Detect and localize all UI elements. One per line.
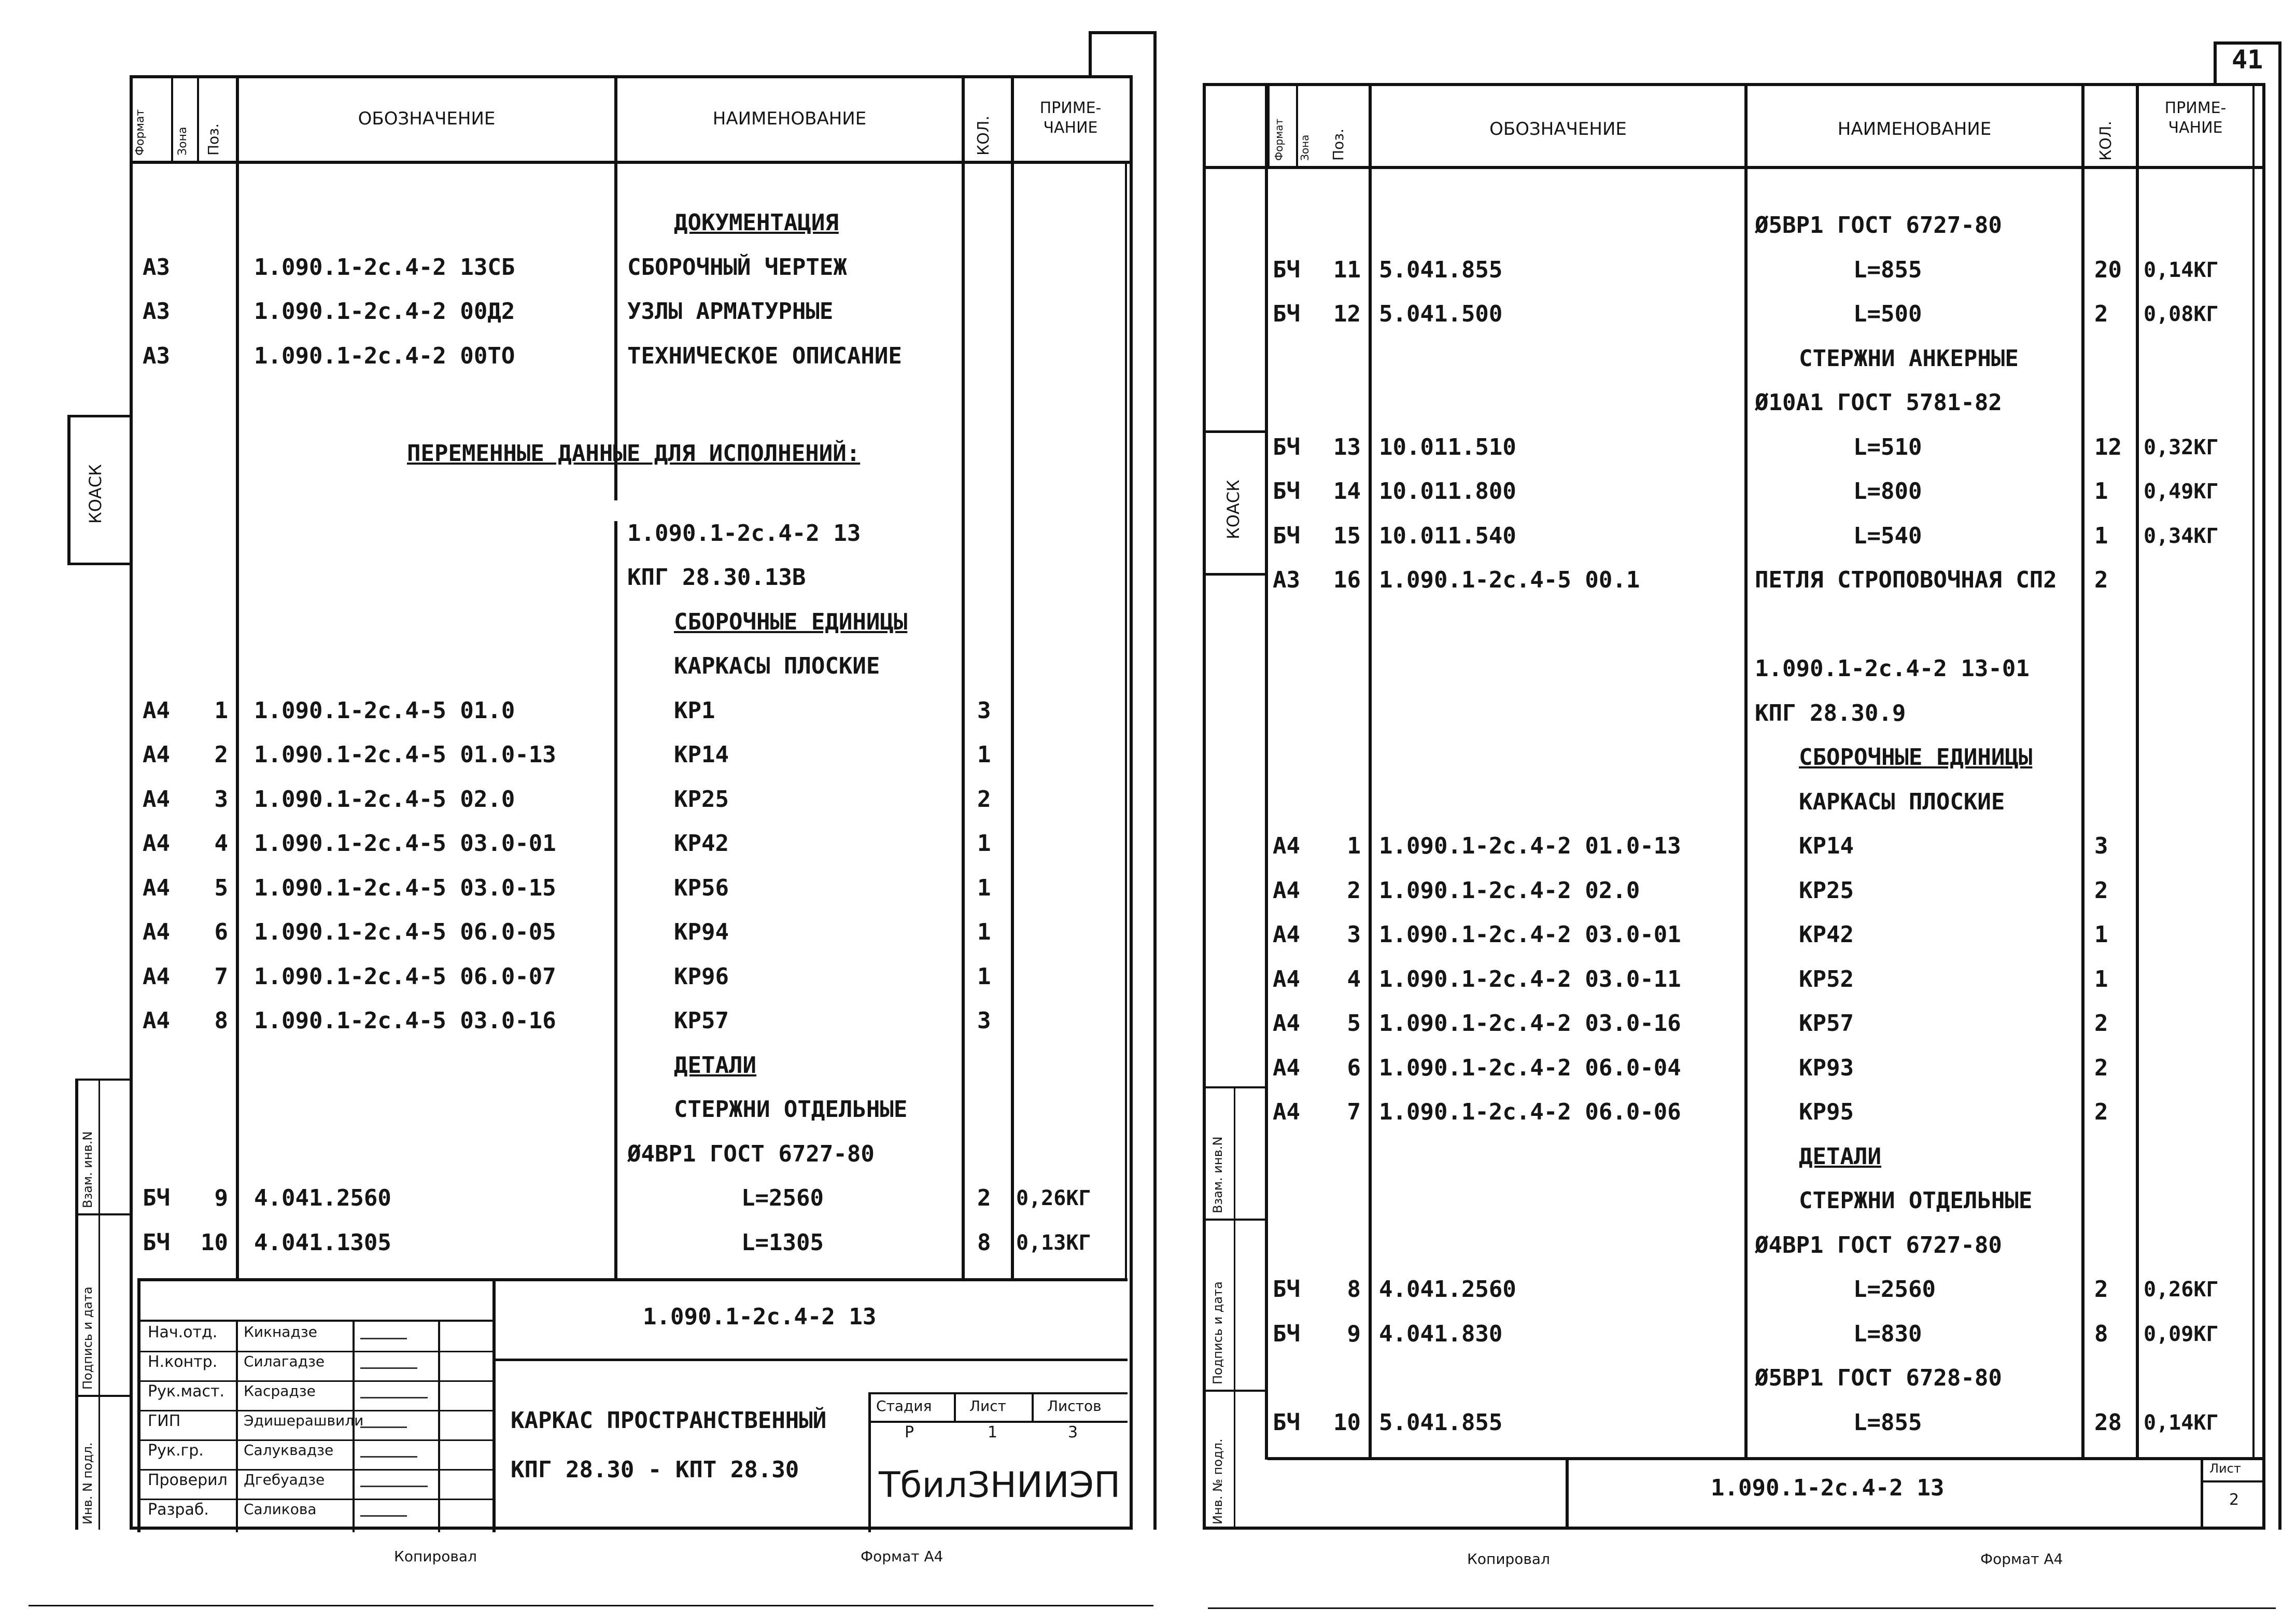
right-hdr-pos: Поз.: [1330, 129, 1347, 161]
signature-mark: [360, 1367, 417, 1369]
row-quantity: 2: [2094, 567, 2108, 593]
row-name: Ø4ВР1 ГОСТ 6727-80: [627, 1140, 875, 1167]
left-hdr-zone: Зона: [176, 127, 189, 156]
right-hdr-note: ПРИМЕ- ЧАНИЕ: [2164, 99, 2227, 137]
row-quantity: 2: [2094, 1010, 2108, 1037]
row-name: КР57: [674, 1008, 729, 1034]
row-name: СБОРОЧНЫЙ ЧЕРТЕЖ: [627, 254, 847, 281]
stamp-role: Проверил: [148, 1471, 228, 1489]
row-note: 0,26КГ: [1016, 1186, 1091, 1210]
row-designation: 10.011.510: [1379, 433, 1516, 460]
row-designation: 1.090.1-2с.4-2 13СБ: [254, 254, 515, 281]
row-name: КР57: [1799, 1010, 1854, 1037]
row-name: СТЕРЖНИ ОТДЕЛЬНЫЕ: [674, 1096, 908, 1123]
row-note: 0,09КГ: [2144, 1322, 2219, 1346]
right-stamp-top: [1267, 1457, 2265, 1460]
right-hdr-designation: ОБОЗНАЧЕНИЕ: [1489, 119, 1627, 139]
row-note: 0,32КГ: [2144, 435, 2219, 459]
left-fold-line: [1153, 31, 1157, 1530]
stamp-name: Саликова: [244, 1501, 317, 1518]
row-designation: 1.090.1-2с.4-5 03.0-01: [254, 830, 556, 857]
row-designation: 4.041.2560: [1379, 1276, 1516, 1303]
right-stamp-sheet-row: [2201, 1480, 2265, 1482]
row-designation: 1.090.1-2с.4-2 02.0: [1379, 877, 1640, 904]
signature-mark: [360, 1397, 428, 1398]
row-designation: 1.090.1-2с.4-5 06.0-05: [254, 919, 556, 945]
stamp-name: Касрадзе: [244, 1382, 316, 1400]
right-page-number: 41: [2232, 45, 2263, 75]
left-col-des-name-b: [614, 521, 617, 1281]
left-footer-copied: Копировал: [394, 1548, 477, 1565]
row-name: КР42: [674, 830, 729, 857]
row-position: 8: [1347, 1276, 1361, 1303]
right-stamp-div: [1566, 1457, 1569, 1530]
row-quantity: 3: [977, 1008, 991, 1034]
row-name: 1.090.1-2с.4-2 13-01: [1755, 655, 2030, 682]
row-designation: 1.090.1-2с.4-2 03.0-01: [1379, 921, 1681, 948]
stamp-role: Нач.отд.: [148, 1323, 218, 1341]
row-position: 10: [201, 1229, 228, 1256]
row-designation: 1.090.1-2с.4-5 03.0-16: [254, 1008, 556, 1034]
row-designation: 1.090.1-2с.4-2 06.0-06: [1379, 1099, 1681, 1125]
left-stamp-doc-code: 1.090.1-2с.4-2 13: [643, 1304, 877, 1330]
row-name: Ø4ВР1 ГОСТ 6727-80: [1755, 1232, 2002, 1258]
row-format: БЧ: [1273, 256, 1300, 283]
left-stamp-stage-left: [868, 1392, 871, 1532]
right-stamp-sheet-left: [2201, 1457, 2203, 1530]
row-position: 1: [214, 697, 228, 724]
row-designation: 1.090.1-2с.4-2 06.0-04: [1379, 1054, 1681, 1081]
left-stamp-stage-label: Стадия: [876, 1397, 932, 1415]
left-stamp-title-1: КАРКАС ПРОСТРАНСТВЕННЫЙ: [511, 1407, 827, 1434]
row-quantity: 8: [977, 1229, 991, 1256]
right-margin-podpis: Подпись и дата: [1210, 1281, 1225, 1384]
row-name: КР93: [1799, 1054, 1854, 1081]
row-name: КР25: [1799, 877, 1854, 904]
row-format: БЧ: [1273, 478, 1300, 505]
row-format: БЧ: [1273, 433, 1300, 460]
right-hdr-name: НАИМЕНОВАНИЕ: [1837, 119, 1992, 139]
row-quantity: 20: [2094, 256, 2122, 283]
section-heading: ДОКУМЕНТАЦИЯ: [674, 209, 839, 236]
signature-mark: [360, 1426, 407, 1428]
row-name: ПЕТЛЯ СТРОПОВОЧНАЯ СП2: [1755, 567, 2057, 593]
row-quantity: 1: [2094, 522, 2108, 549]
left-col-des-name-a: [614, 75, 617, 500]
row-quantity: 1: [977, 963, 991, 990]
left-hdr-format: Формат: [134, 109, 147, 156]
row-name: L=540: [1853, 522, 1922, 549]
row-format: А4: [143, 697, 170, 724]
row-format: А4: [1273, 921, 1300, 948]
row-quantity: 2: [2094, 1099, 2108, 1125]
row-designation: 5.041.500: [1379, 301, 1503, 327]
row-position: 15: [1333, 522, 1361, 549]
left-variable-data-heading: ПЕРЕМЕННЫЕ ДАННЫЕ ДЛЯ ИСПОЛНЕНИЙ:: [407, 440, 861, 467]
row-quantity: 3: [2094, 833, 2108, 859]
row-name: Ø5ВР1 ГОСТ 6728-80: [1755, 1365, 2002, 1391]
signature-mark: [360, 1456, 417, 1458]
left-hdr-name: НАИМЕНОВАНИЕ: [712, 108, 867, 129]
section-heading: ДЕТАЛИ: [674, 1052, 756, 1079]
row-designation: 1.090.1-2с.4-5 03.0-15: [254, 874, 556, 901]
row-designation: 4.041.1305: [254, 1229, 391, 1256]
stamp-name: Эдишерашвили: [244, 1412, 364, 1429]
left-stamp-stage-div2: [1032, 1392, 1034, 1421]
row-name: СТЕРЖНИ АНКЕРНЫЕ: [1799, 345, 2019, 372]
row-name: УЗЛЫ АРМАТУРНЫЕ: [627, 298, 834, 325]
right-outer-edge: [2278, 41, 2281, 1530]
stamp-name: Силагадзе: [244, 1353, 325, 1370]
row-note: 0,49КГ: [2144, 480, 2219, 503]
row-name: L=855: [1853, 256, 1922, 283]
row-quantity: 8: [2094, 1320, 2108, 1347]
left-margin-inner: [98, 1079, 100, 1530]
left-margin-strip: [75, 1079, 78, 1530]
row-format: А4: [143, 874, 170, 901]
row-position: 4: [1347, 966, 1361, 992]
row-position: 9: [1347, 1320, 1361, 1347]
left-header-bottom: [130, 161, 1133, 164]
right-col-name-qty: [2081, 83, 2084, 1460]
row-quantity: 1: [977, 741, 991, 768]
stamp-row-line: [140, 1469, 495, 1471]
row-quantity: 1: [2094, 921, 2108, 948]
row-name: КР14: [674, 741, 729, 768]
row-note: 0,08КГ: [2144, 302, 2219, 326]
right-col-format: [1265, 83, 1268, 1460]
row-name: КР94: [674, 919, 729, 945]
right-hdr-zone: Зона: [1299, 134, 1311, 161]
row-position: 5: [214, 874, 228, 901]
row-position: 16: [1333, 567, 1361, 593]
row-designation: 10.011.540: [1379, 522, 1516, 549]
stamp-role: Разраб.: [148, 1501, 209, 1519]
stamp-name: Салуквадзе: [244, 1442, 334, 1459]
row-format: БЧ: [1273, 522, 1300, 549]
row-designation: 1.090.1-2с.4-5 06.0-07: [254, 963, 556, 990]
row-format: БЧ: [1273, 301, 1300, 327]
left-stamp-title-2: КПГ 28.30 - КПТ 28.30: [511, 1457, 799, 1483]
row-format: А4: [143, 830, 170, 857]
stamp-row-line: [140, 1351, 495, 1352]
row-name: L=2560: [741, 1185, 824, 1211]
row-name: КР52: [1799, 966, 1854, 992]
row-format: А3: [143, 254, 170, 281]
row-name: КР1: [674, 697, 715, 724]
row-name: L=855: [1853, 1409, 1922, 1436]
row-designation: 4.041.830: [1379, 1320, 1503, 1347]
row-name: L=1305: [741, 1229, 824, 1256]
row-position: 4: [214, 830, 228, 857]
row-format: А4: [143, 963, 170, 990]
left-koask-label: КОАСК: [86, 464, 105, 524]
row-position: 9: [214, 1185, 228, 1211]
row-quantity: 12: [2094, 433, 2122, 460]
row-format: А3: [1273, 567, 1300, 593]
row-position: 3: [1347, 921, 1361, 948]
left-col-zone-pos: [197, 75, 199, 163]
row-position: 14: [1333, 478, 1361, 505]
row-position: 7: [214, 963, 228, 990]
left-stamp-stage-row: [868, 1392, 1128, 1394]
row-position: 6: [1347, 1054, 1361, 1081]
right-bottom-edge: [1208, 1607, 2276, 1609]
row-position: 10: [1333, 1409, 1361, 1436]
row-name: L=800: [1853, 478, 1922, 505]
row-position: 2: [214, 741, 228, 768]
row-quantity: 28: [2094, 1409, 2122, 1436]
section-heading: ДЕТАЛИ: [1799, 1143, 1881, 1170]
row-quantity: 2: [977, 1185, 991, 1211]
row-format: А4: [143, 1008, 170, 1034]
row-quantity: 1: [2094, 966, 2108, 992]
stamp-row-line: [140, 1499, 495, 1500]
row-quantity: 1: [977, 830, 991, 857]
row-name: КПГ 28.30.13В: [627, 564, 806, 591]
row-name: КПГ 28.30.9: [1755, 699, 1906, 726]
row-designation: 5.041.855: [1379, 1409, 1503, 1436]
right-koask-label: КОАСК: [1223, 480, 1243, 539]
row-format: А4: [143, 786, 170, 813]
stamp-role: Н.контр.: [148, 1353, 218, 1371]
left-margin-div1: [75, 1213, 132, 1215]
left-footer-format: Формат А4: [861, 1548, 943, 1565]
left-stamp-sheet: 1: [988, 1423, 998, 1442]
row-format: БЧ: [1273, 1320, 1300, 1347]
stamp-row-line: [140, 1439, 495, 1441]
left-stamp-left: [137, 1278, 140, 1532]
row-format: А4: [1273, 833, 1300, 859]
row-format: А4: [1273, 1054, 1300, 1081]
left-bottom-edge: [29, 1605, 1153, 1606]
row-note: 0,13КГ: [1016, 1230, 1091, 1255]
row-quantity: 1: [2094, 478, 2108, 505]
row-designation: 1.090.1-2с.4-5 00.1: [1379, 567, 1640, 593]
section-heading: СБОРОЧНЫЕ ЕДИНИЦЫ: [674, 608, 908, 635]
row-name: 1.090.1-2с.4-2 13: [627, 520, 861, 547]
row-designation: 10.011.800: [1379, 478, 1516, 505]
left-hdr-note: ПРИМЕ- ЧАНИЕ: [1039, 99, 1102, 137]
row-name: L=510: [1853, 433, 1922, 460]
right-sheet: [1203, 83, 2265, 1530]
left-margin-vzam: Взам. инв.N: [80, 1131, 95, 1208]
left-koask-box-left: [67, 415, 71, 565]
row-position: 3: [214, 786, 228, 813]
row-format: БЧ: [1273, 1409, 1300, 1436]
row-quantity: 2: [2094, 877, 2108, 904]
right-header-bottom: [1203, 166, 2265, 169]
left-col-name-qty: [962, 75, 965, 1281]
row-position: 11: [1333, 256, 1361, 283]
row-format: А3: [143, 298, 170, 325]
row-format: БЧ: [143, 1185, 170, 1211]
row-note: 0,26КГ: [2144, 1278, 2219, 1302]
row-format: А4: [1273, 1099, 1300, 1125]
row-name: L=2560: [1853, 1276, 1936, 1303]
row-name: Ø10А1 ГОСТ 5781-82: [1755, 389, 2002, 416]
row-note: 0,34КГ: [2144, 524, 2219, 548]
right-koask-box-bottom: [1203, 573, 1267, 576]
row-name: КР14: [1799, 833, 1854, 859]
left-stamp-org: ТбилЗНИИЭП: [879, 1465, 1121, 1506]
left-col-pos-des: [236, 75, 239, 1281]
row-name: КР96: [674, 963, 729, 990]
stamp-row-line: [140, 1410, 495, 1411]
row-format: БЧ: [1273, 1276, 1300, 1303]
right-footer-copied: Копировал: [1467, 1550, 1550, 1568]
row-format: А4: [1273, 966, 1300, 992]
right-col-des-name: [1744, 83, 1748, 1460]
row-format: А4: [143, 741, 170, 768]
left-col-qty-note: [1011, 75, 1014, 1281]
left-margin-inv: Инв. N подл.: [80, 1442, 95, 1524]
left-stamp-sheet-label: Лист: [969, 1397, 1006, 1415]
row-name: L=830: [1853, 1320, 1922, 1347]
left-stamp-stage: Р: [905, 1423, 914, 1442]
row-position: 8: [214, 1008, 228, 1034]
right-stamp-sheet-label: Лист: [2209, 1461, 2241, 1476]
right-margin-inv: Инв. № подл.: [1210, 1438, 1225, 1524]
row-name: КР95: [1799, 1099, 1854, 1125]
row-format: А4: [143, 919, 170, 945]
right-margin-inner: [1234, 1086, 1235, 1530]
row-name: КАРКАСЫ ПЛОСКИЕ: [674, 653, 880, 679]
row-quantity: 1: [977, 874, 991, 901]
row-name: КАРКАСЫ ПЛОСКИЕ: [1799, 788, 2005, 815]
stamp-row-line: [140, 1380, 495, 1382]
signature-mark: [360, 1486, 428, 1487]
row-position: 6: [214, 919, 228, 945]
left-stamp-div: [492, 1278, 496, 1532]
row-name: L=500: [1853, 301, 1922, 327]
row-position: 1: [1347, 833, 1361, 859]
right-stamp-sheet: 2: [2229, 1491, 2239, 1509]
row-position: 13: [1333, 433, 1361, 460]
signature-mark: [360, 1515, 407, 1517]
left-margin-div2: [75, 1395, 132, 1397]
row-format: А4: [1273, 877, 1300, 904]
right-hdr-qty: КОЛ.: [2097, 120, 2115, 161]
left-top-tab: [1089, 31, 1092, 78]
row-format: А4: [1273, 1010, 1300, 1037]
row-quantity: 1: [977, 919, 991, 945]
left-koask-box-bottom: [67, 563, 130, 565]
right-margin-vzam: Взам. инв.N: [1210, 1136, 1225, 1213]
row-position: 5: [1347, 1010, 1361, 1037]
row-designation: 1.090.1-2с.4-5 01.0: [254, 697, 515, 724]
row-designation: 5.041.855: [1379, 256, 1503, 283]
row-quantity: 3: [977, 697, 991, 724]
left-margin-podpis: Подпись и дата: [80, 1286, 95, 1390]
right-hdr-format: Формат: [1273, 118, 1285, 161]
row-format: А3: [143, 342, 170, 369]
left-hdr-pos: Поз.: [205, 123, 222, 156]
row-name: КР25: [674, 786, 729, 813]
row-quantity: 2: [2094, 1054, 2108, 1081]
row-designation: 1.090.1-2с.4-2 01.0-13: [1379, 833, 1681, 859]
row-note: 0,14КГ: [2144, 1410, 2219, 1435]
stamp-role: ГИП: [148, 1412, 181, 1430]
row-name: СТЕРЖНИ ОТДЕЛЬНЫЕ: [1799, 1187, 2033, 1214]
row-designation: 1.090.1-2с.4-5 02.0: [254, 786, 515, 813]
row-note: 0,14КГ: [2144, 258, 2219, 282]
row-format: БЧ: [143, 1229, 170, 1256]
row-name: КР56: [674, 874, 729, 901]
row-name: КР42: [1799, 921, 1854, 948]
signature-mark: [360, 1338, 407, 1339]
stamp-role: Рук.гр.: [148, 1442, 204, 1460]
row-position: 12: [1333, 301, 1361, 327]
stamp-role: Рук.маст.: [148, 1382, 225, 1401]
section-heading: СБОРОЧНЫЕ ЕДИНИЦЫ: [1799, 744, 2033, 771]
right-col-pos-des: [1369, 83, 1372, 1460]
left-col-format-zone: [171, 75, 173, 163]
left-stamp-sheets: 3: [1068, 1423, 1078, 1442]
stamp-name: Дгебуадзе: [244, 1471, 325, 1488]
row-designation: 1.090.1-2с.4-2 03.0-16: [1379, 1010, 1681, 1037]
row-designation: 1.090.1-2с.4-2 03.0-11: [1379, 966, 1681, 992]
right-page-tab-left: [2214, 41, 2217, 86]
right-col-zone-pos: [1296, 83, 1298, 169]
row-name: ТЕХНИЧЕСКОЕ ОПИСАНИЕ: [627, 342, 902, 369]
right-koask-box-top: [1203, 430, 1267, 433]
left-hdr-qty: КОЛ.: [975, 115, 993, 156]
left-stamp-roles-top: [140, 1320, 495, 1322]
row-quantity: 2: [977, 786, 991, 813]
row-designation: 4.041.2560: [254, 1185, 391, 1211]
right-col-note-right: [2252, 83, 2255, 1460]
left-stamp-stage-div1: [954, 1392, 956, 1421]
row-position: 2: [1347, 877, 1361, 904]
right-col-qty-note: [2136, 83, 2139, 1460]
left-stamp-stage-row2: [868, 1421, 1128, 1423]
row-quantity: 2: [2094, 1276, 2108, 1303]
left-top-tab-edge: [1089, 31, 1156, 34]
row-designation: 1.090.1-2с.4-2 00Д2: [254, 298, 515, 325]
row-quantity: 2: [2094, 301, 2108, 327]
right-footer-format: Формат А4: [1980, 1550, 2063, 1568]
row-name: Ø5ВР1 ГОСТ 6727-80: [1755, 212, 2002, 239]
left-col-note-right: [1125, 163, 1127, 1281]
stamp-name: Кикнадзе: [244, 1323, 317, 1340]
right-stamp-doc-code: 1.090.1-2с.4-2 13: [1711, 1475, 1945, 1501]
row-position: 7: [1347, 1099, 1361, 1125]
left-hdr-designation: ОБОЗНАЧЕНИЕ: [358, 108, 496, 129]
left-stamp-code-bottom: [495, 1359, 1128, 1361]
row-designation: 1.090.1-2с.4-2 00ТО: [254, 342, 515, 369]
left-koask-box-top: [67, 415, 130, 417]
row-designation: 1.090.1-2с.4-5 01.0-13: [254, 741, 556, 768]
left-stamp-sheets-label: Листов: [1047, 1397, 1102, 1415]
left-stamp-top: [137, 1278, 1128, 1281]
left-margin-top: [75, 1079, 132, 1081]
